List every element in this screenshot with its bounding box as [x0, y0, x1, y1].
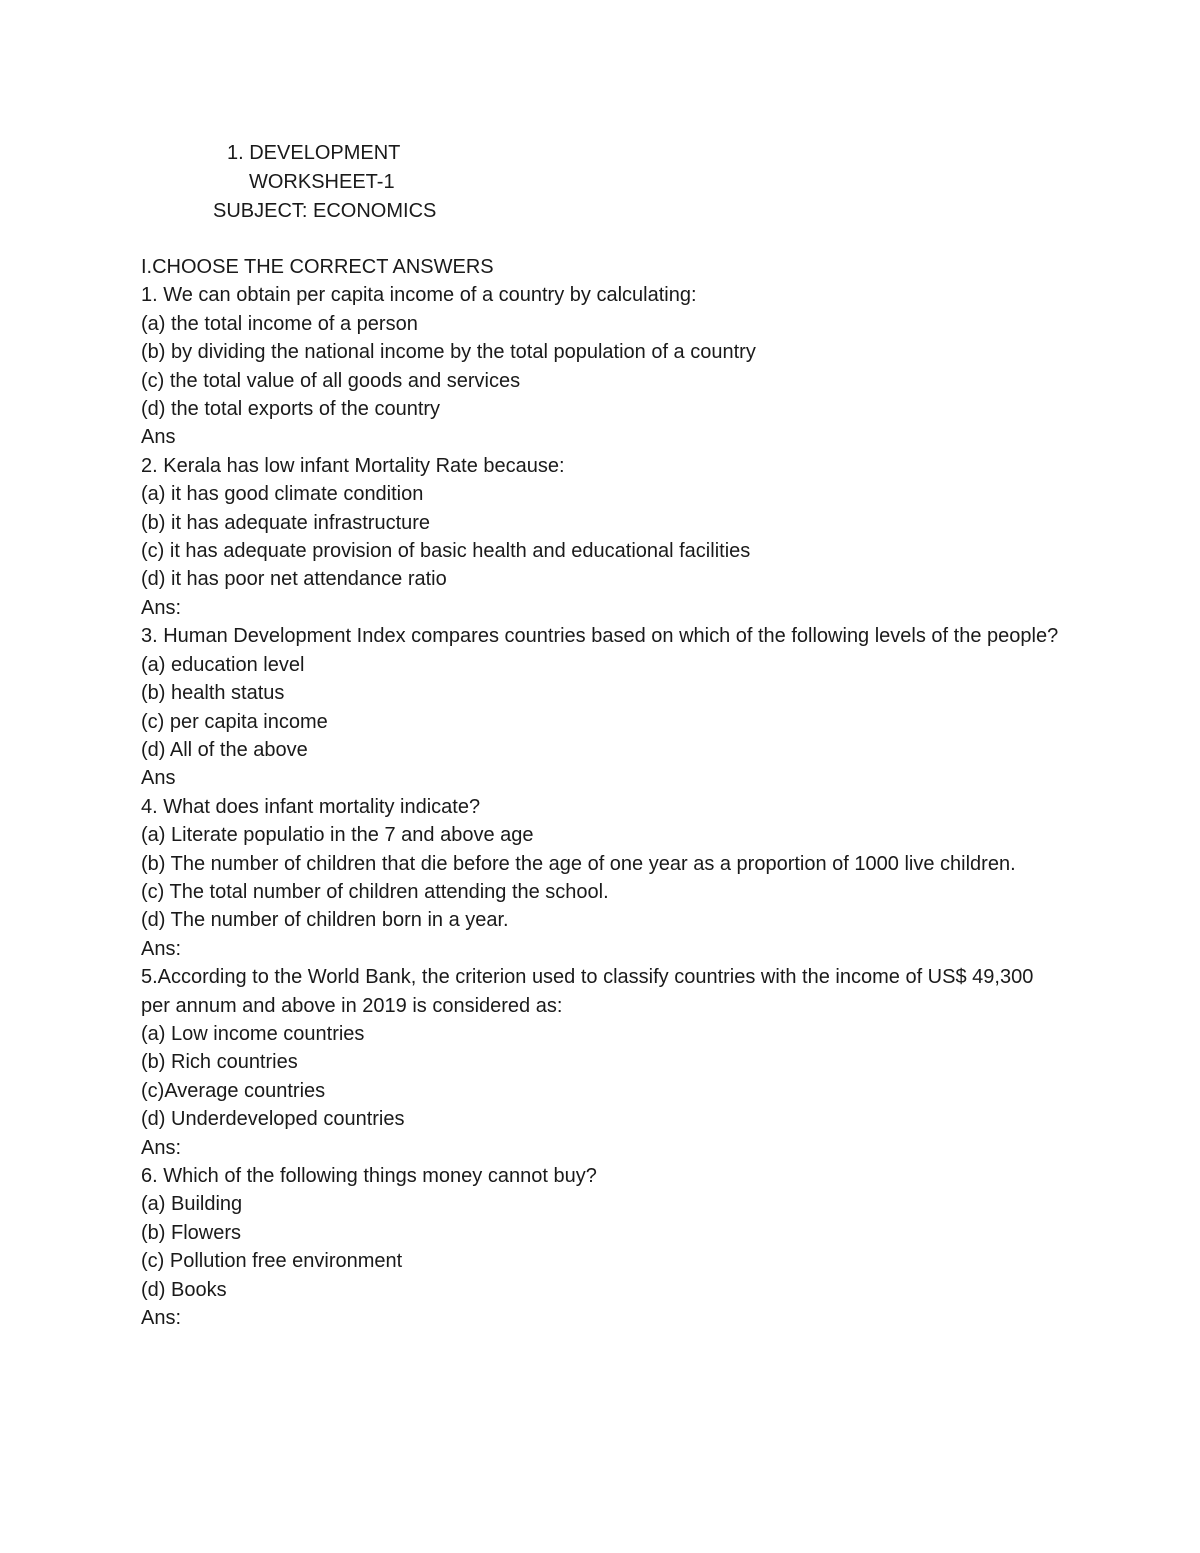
question-text: 4. What does infant mortality indicate?: [141, 795, 481, 818]
option-a: (a) Low income countries: [141, 1022, 365, 1045]
option-a: (a) the total income of a person: [141, 312, 418, 335]
option-a: (a) Literate populatio in the 7 and above age: [141, 824, 534, 847]
question-block-2: [141, 452, 1061, 622]
option-d: (d) The number of children born in a year.: [141, 909, 509, 932]
option-a: (a) education level: [141, 653, 305, 676]
question-block-6: [141, 1162, 1061, 1332]
option-d: (d) the total exports of the country: [141, 398, 441, 421]
question-text: 3. Human Development Index compares countries based on which of the following levels of the people?: [141, 625, 1059, 648]
option-c: (c)Average countries: [141, 1079, 326, 1102]
option-a: (a) it has good climate condition: [141, 483, 424, 506]
option-d: (d) it has poor net attendance ratio: [141, 568, 447, 591]
question-text: 1. We can obtain per capita income of a country by calculating:: [141, 284, 697, 307]
question-block-5: [141, 963, 1061, 1162]
answer-label: Ans: [141, 426, 176, 449]
subject-title: SUBJECT: ECONOMICS: [213, 200, 437, 222]
question-block-4: [141, 793, 1061, 963]
option-d: (d) Underdeveloped countries: [141, 1108, 405, 1131]
question-block-3: [141, 622, 1061, 792]
question-text: 6. Which of the following things money cannot buy?: [141, 1165, 597, 1187]
option-b: (b) health status: [141, 682, 285, 705]
worksheet-body: [141, 253, 1061, 1332]
option-a: (a) Building: [141, 1193, 243, 1216]
option-b: (b) The number of children that die before the age of one year as a proportion of 1000 live children.: [141, 852, 1016, 875]
option-c: (c) the total value of all goods and services: [141, 369, 521, 392]
question-text: 5.According to the World Bank, the criterion used to classify countries with the income of US$ 49,300 per annum and above in 2019 is considered as:: [141, 966, 1034, 1017]
option-d: (d) All of the above: [141, 738, 308, 761]
section-title: I.CHOOSE THE CORRECT ANSWERS: [141, 256, 494, 278]
option-c: (c) The total number of children attending the school.: [141, 880, 609, 903]
option-b: (b) by dividing the national income by the total population of a country: [141, 341, 756, 364]
option-c: (c) per capita income: [141, 710, 328, 733]
answer-label: Ans:: [141, 1136, 182, 1159]
answer-label: Ans: [141, 767, 176, 790]
answer-label: Ans:: [141, 937, 182, 960]
option-c: (c) Pollution free environment: [141, 1250, 403, 1273]
option-c: (c) it has adequate provision of basic health and educational facilities: [141, 540, 751, 563]
option-d: (d) Books: [141, 1278, 227, 1301]
option-b: (b) Flowers: [141, 1221, 242, 1244]
worksheet-title: WORKSHEET-1: [249, 171, 395, 193]
question-block-1: [141, 281, 1061, 451]
option-b: (b) it has adequate infrastructure: [141, 511, 431, 534]
question-text: 2. Kerala has low infant Mortality Rate because:: [141, 454, 565, 477]
option-b: (b) Rich countries: [141, 1051, 298, 1074]
answer-label: Ans:: [141, 596, 182, 619]
answer-label: Ans:: [141, 1307, 182, 1330]
chapter-title: 1. DEVELOPMENT: [227, 142, 401, 164]
